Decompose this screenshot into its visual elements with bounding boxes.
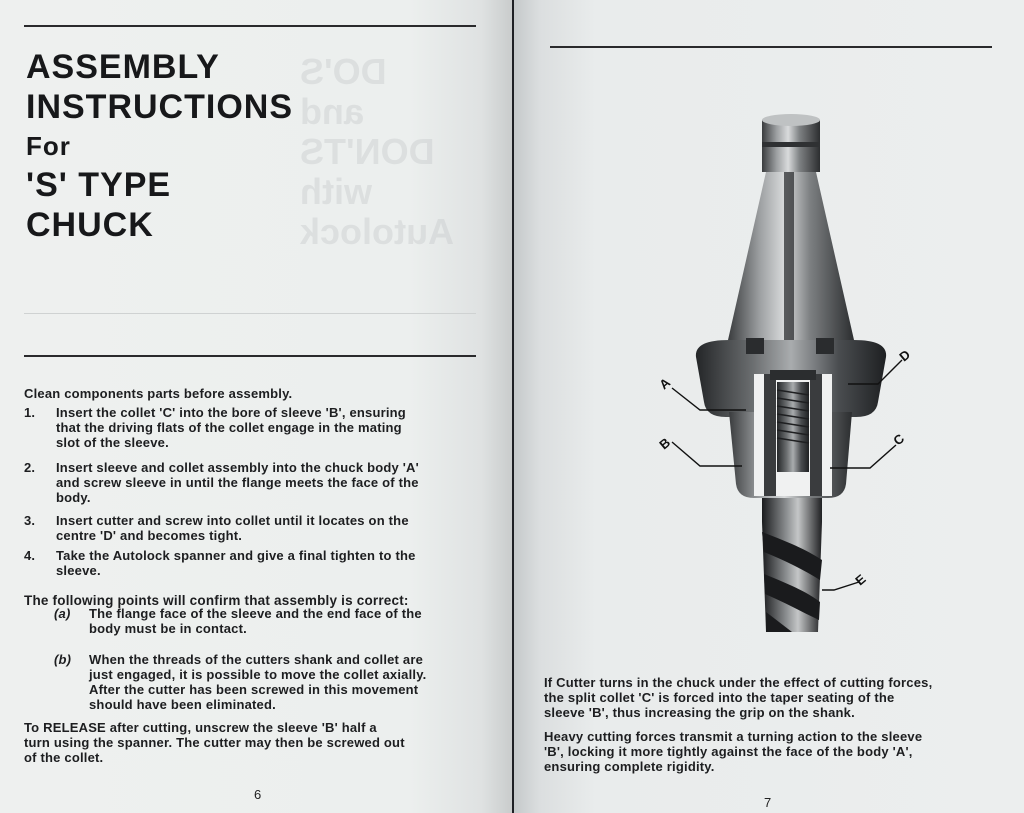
- step-2: [24, 460, 494, 510]
- step-number: 2.: [24, 460, 36, 475]
- step-4: [24, 548, 494, 580]
- callout-label-d: D: [896, 346, 914, 365]
- step-number: 3.: [24, 513, 36, 528]
- faint-rule: [24, 313, 476, 314]
- step-text: Take the Autolock spanner and give a final tighten to the sleeve.: [56, 548, 416, 578]
- confirm-point-b: [24, 652, 494, 716]
- chuck-diagram: [634, 112, 924, 657]
- chuck-shank: [728, 114, 854, 340]
- title-line-2: INSTRUCTIONS: [26, 88, 293, 126]
- callout-label-b: B: [656, 434, 674, 453]
- title-line-1: ASSEMBLY: [26, 48, 220, 86]
- step-text: Insert cutter and screw into collet until it locates on the centre 'D' and becomes tight.: [56, 513, 409, 543]
- confirm-point-a: [24, 606, 494, 640]
- step-number: 4.: [24, 548, 36, 563]
- chuck-body: [696, 338, 886, 498]
- step-1: [24, 405, 494, 455]
- page-number-left: 6: [254, 787, 262, 802]
- point-label: (a): [54, 606, 71, 621]
- step-number: 1.: [24, 405, 36, 420]
- paragraph-rigidity: Heavy cutting forces transmit a turning action to the sleeve 'B', locking it more tightly against the face of the body 'A', ensuring complete rigidity.: [544, 729, 923, 774]
- end-mill-cutter: [762, 498, 822, 632]
- point-label: (b): [54, 652, 72, 667]
- point-text: When the threads of the cutters shank and collet are just engaged, it is possible to move the collet axially. After the cutter has been screwed in this movement should have been eliminated.: [89, 652, 427, 712]
- callout-label-e: E: [852, 571, 869, 589]
- release-text: To RELEASE after cutting, unscrew the sleeve 'B' half a turn using the spanner. The cutter may then be screwed out of the collet.: [24, 720, 405, 765]
- title-line-5: CHUCK: [26, 206, 154, 244]
- top-rule: [550, 46, 992, 48]
- callout-label-c: C: [890, 430, 908, 449]
- callout-label-a: A: [656, 374, 674, 393]
- step-text: Insert sleeve and collet assembly into the chuck body 'A' and screw sleeve in until the flange meets the face of the body.: [56, 460, 419, 505]
- title-line-4: 'S' TYPE: [26, 166, 172, 204]
- paragraph-grip: If Cutter turns in the chuck under the effect of cutting forces, the split collet 'C' is forced into the taper seating of the sleeve 'B', thus increasing the grip on the shank.: [544, 675, 933, 720]
- right-page: [514, 0, 1024, 813]
- top-rule: [24, 25, 476, 27]
- confirm-heading: The following points will confirm that assembly is correct:: [24, 593, 409, 608]
- page-number-right: 7: [764, 795, 772, 810]
- step-text: Insert the collet 'C' into the bore of sleeve 'B', ensuring that the driving flats of the collet engage in the mating slot of the sleeve.: [56, 405, 406, 450]
- intro-text: Clean components parts before assembly.: [24, 386, 293, 401]
- point-text: The flange face of the sleeve and the end face of the body must be in contact.: [89, 606, 422, 636]
- section-rule: [24, 355, 476, 357]
- show-through-text: DO'S and DON'TS with Autolock: [300, 51, 455, 252]
- title-line-3: For: [26, 131, 71, 161]
- step-3: [24, 513, 494, 545]
